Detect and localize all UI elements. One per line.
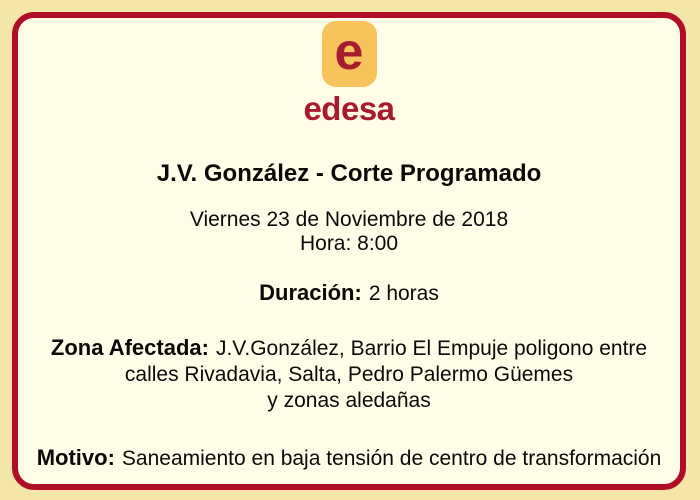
notice-title: J.V. González - Corte Programado <box>156 160 542 187</box>
affected-zone-text1: J.V.González, Barrio El Empuje poligono entre <box>215 337 648 360</box>
motive-row <box>18 447 680 469</box>
edesa-wordmark: edesa <box>303 90 395 127</box>
edesa-logo-e-icon: e <box>334 23 364 81</box>
affected-zone-text2: calles Rivadavia, Salta, Pedro Palermo Güemes <box>124 363 574 386</box>
motive-value: Saneamiento en baja tensión de centro de transformación <box>121 447 662 470</box>
affected-zone-line1 <box>18 335 680 362</box>
date-block <box>18 208 680 256</box>
edesa-logo <box>322 21 377 87</box>
affected-zone-label: Zona Afectada: <box>50 335 209 360</box>
duration-row <box>18 282 680 304</box>
duration-label: Duración: <box>259 280 362 305</box>
time-line: Hora: 8:00 <box>299 232 399 255</box>
affected-zone-text3: y zonas aledañas <box>267 389 431 412</box>
duration-value: 2 horas <box>368 282 439 305</box>
motive-label: Motivo: <box>36 445 115 470</box>
notice-panel <box>12 12 686 490</box>
date-line: Viernes 23 de Noviembre de 2018 <box>189 208 509 231</box>
affected-zone-row <box>18 335 680 414</box>
